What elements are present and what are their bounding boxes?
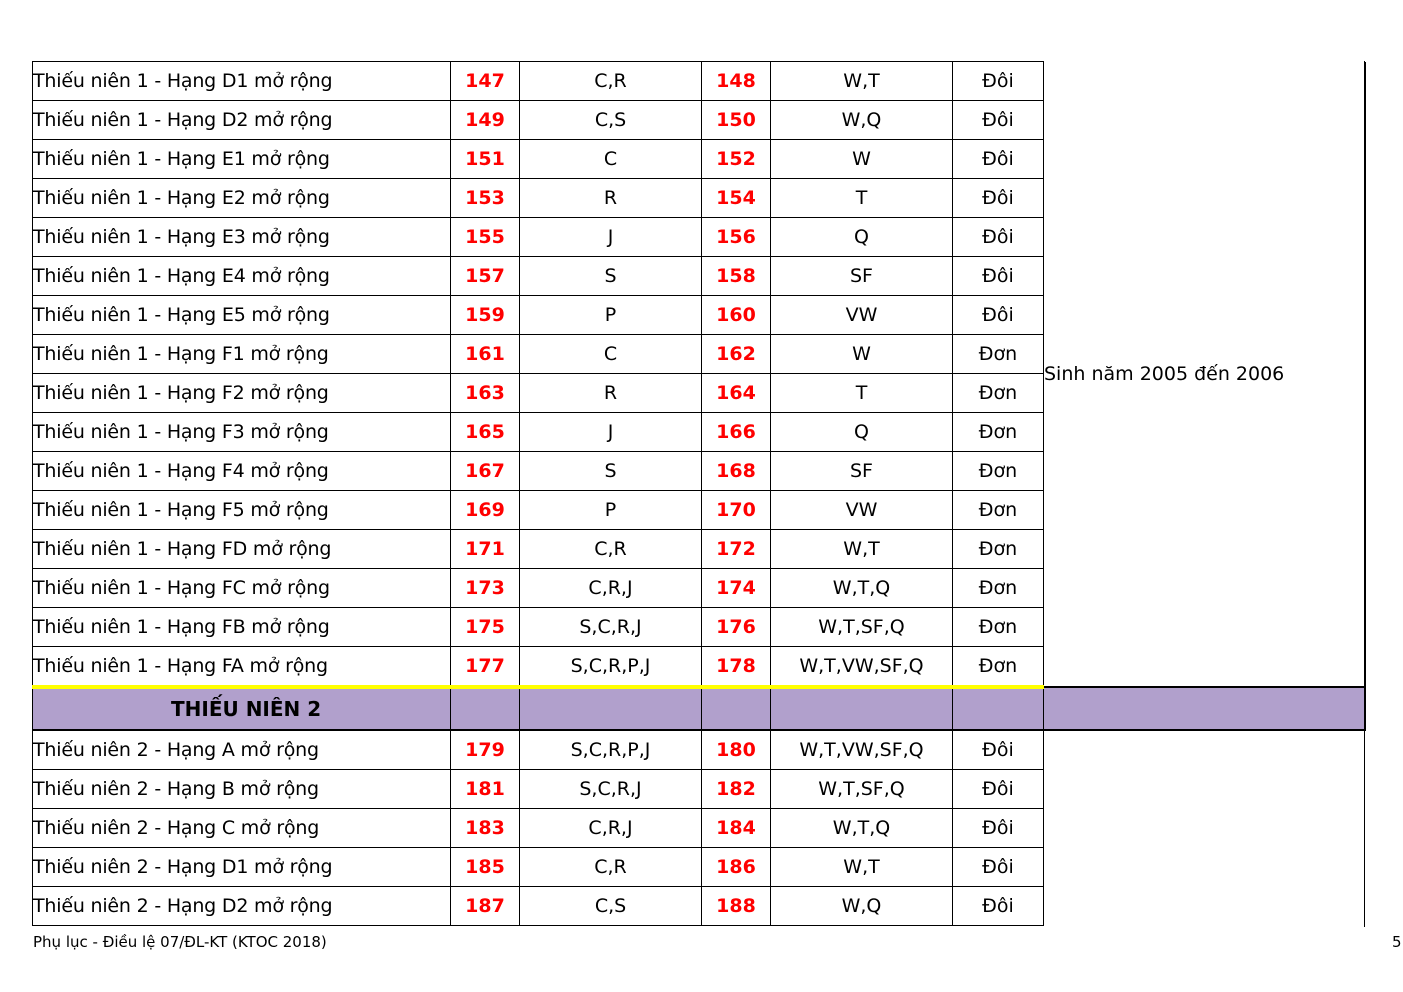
class-list-1: C: [520, 140, 702, 179]
class-list-2: W: [771, 335, 953, 374]
event-type: Đơn: [953, 452, 1044, 491]
category-name: Thiếu niên 1 - Hạng E5 mở rộng: [33, 296, 451, 335]
class-list-1: S,C,R,P,J: [520, 730, 702, 770]
footer-text: Phụ lục - Điều lệ 07/ĐL-KT (KTOC 2018): [33, 933, 327, 951]
category-name: Thiếu niên 1 - Hạng D1 mở rộng: [33, 62, 451, 101]
category-number-2: 148: [702, 62, 771, 101]
class-list-1: J: [520, 413, 702, 452]
category-name: Thiếu niên 1 - Hạng E1 mở rộng: [33, 140, 451, 179]
category-number-1: 147: [451, 62, 520, 101]
event-type: Đôi: [953, 62, 1044, 101]
class-list-1: S,C,R,J: [520, 608, 702, 647]
class-list-1: C,R,J: [520, 809, 702, 848]
event-type: Đôi: [953, 848, 1044, 887]
category-number-1: 161: [451, 335, 520, 374]
event-type: Đôi: [953, 257, 1044, 296]
class-list-2: VW: [771, 491, 953, 530]
category-name: Thiếu niên 1 - Hạng E3 mở rộng: [33, 218, 451, 257]
category-number-1: 157: [451, 257, 520, 296]
section-header-cell: [953, 687, 1044, 730]
category-name: Thiếu niên 1 - Hạng F1 mở rộng: [33, 335, 451, 374]
category-number-1: 163: [451, 374, 520, 413]
class-list-1: C,R,J: [520, 569, 702, 608]
event-type: Đôi: [953, 218, 1044, 257]
birth-year-note: Sinh năm 2005 đến 2006: [1044, 62, 1366, 688]
category-name: Thiếu niên 1 - Hạng FC mở rộng: [33, 569, 451, 608]
category-number-2: 184: [702, 809, 771, 848]
category-number-2: 162: [702, 335, 771, 374]
category-name: Thiếu niên 1 - Hạng E2 mở rộng: [33, 179, 451, 218]
class-list-1: J: [520, 218, 702, 257]
table-row: [33, 62, 1366, 101]
category-number-2: 152: [702, 140, 771, 179]
category-number-2: 188: [702, 887, 771, 926]
category-name: Thiếu niên 2 - Hạng A mở rộng: [33, 730, 451, 770]
category-name: Thiếu niên 1 - Hạng F5 mở rộng: [33, 491, 451, 530]
category-name: Thiếu niên 1 - Hạng F4 mở rộng: [33, 452, 451, 491]
category-number-2: 186: [702, 848, 771, 887]
class-list-1: C,R: [520, 530, 702, 569]
event-type: Đôi: [953, 101, 1044, 140]
category-number-1: 149: [451, 101, 520, 140]
event-type: Đơn: [953, 335, 1044, 374]
event-type: Đôi: [953, 887, 1044, 926]
category-number-2: 178: [702, 647, 771, 688]
category-number-2: 154: [702, 179, 771, 218]
class-list-1: C: [520, 335, 702, 374]
event-type: Đơn: [953, 647, 1044, 688]
class-list-2: W,Q: [771, 887, 953, 926]
category-number-1: 179: [451, 730, 520, 770]
class-list-2: W,T: [771, 62, 953, 101]
section-header-cell: [771, 687, 953, 730]
class-list-1: P: [520, 296, 702, 335]
class-list-2: SF: [771, 452, 953, 491]
class-list-1: C,S: [520, 101, 702, 140]
category-name: Thiếu niên 1 - Hạng FA mở rộng: [33, 647, 451, 688]
event-type: Đơn: [953, 413, 1044, 452]
category-number-1: 153: [451, 179, 520, 218]
category-number-2: 164: [702, 374, 771, 413]
event-type: Đơn: [953, 608, 1044, 647]
class-list-1: S: [520, 452, 702, 491]
category-number-2: 150: [702, 101, 771, 140]
event-type: Đơn: [953, 374, 1044, 413]
category-number-1: 171: [451, 530, 520, 569]
category-table: [32, 61, 1366, 926]
event-type: Đôi: [953, 296, 1044, 335]
class-list-1: S: [520, 257, 702, 296]
class-list-2: W,T,Q: [771, 569, 953, 608]
category-number-2: 160: [702, 296, 771, 335]
page-right-border: [1364, 61, 1365, 927]
category-number-2: 156: [702, 218, 771, 257]
event-type: Đơn: [953, 569, 1044, 608]
category-number-1: 169: [451, 491, 520, 530]
category-number-1: 181: [451, 770, 520, 809]
category-number-1: 159: [451, 296, 520, 335]
category-name: Thiếu niên 1 - Hạng D2 mở rộng: [33, 101, 451, 140]
event-type: Đôi: [953, 809, 1044, 848]
class-list-2: Q: [771, 218, 953, 257]
section-header-title: THIẾU NIÊN 2: [33, 687, 451, 730]
category-number-1: 185: [451, 848, 520, 887]
section-header-cell: [1044, 687, 1366, 730]
category-name: Thiếu niên 2 - Hạng B mở rộng: [33, 770, 451, 809]
class-list-2: T: [771, 179, 953, 218]
class-list-2: W,T,VW,SF,Q: [771, 647, 953, 688]
category-number-2: 170: [702, 491, 771, 530]
class-list-2: W,T,VW,SF,Q: [771, 730, 953, 770]
category-name: Thiếu niên 1 - Hạng F3 mở rộng: [33, 413, 451, 452]
class-list-2: W: [771, 140, 953, 179]
section-header-row: [33, 687, 1366, 730]
note-cell-empty: [1044, 730, 1366, 926]
class-list-2: T: [771, 374, 953, 413]
section-header-cell: [451, 687, 520, 730]
category-number-2: 176: [702, 608, 771, 647]
class-list-2: W,T,Q: [771, 809, 953, 848]
class-list-2: SF: [771, 257, 953, 296]
section-header-cell: [520, 687, 702, 730]
class-list-2: W,Q: [771, 101, 953, 140]
category-number-1: 175: [451, 608, 520, 647]
class-list-2: VW: [771, 296, 953, 335]
class-list-1: P: [520, 491, 702, 530]
category-number-2: 168: [702, 452, 771, 491]
category-name: Thiếu niên 2 - Hạng C mở rộng: [33, 809, 451, 848]
category-number-1: 173: [451, 569, 520, 608]
category-number-1: 187: [451, 887, 520, 926]
category-number-1: 177: [451, 647, 520, 688]
category-name: Thiếu niên 2 - Hạng D2 mở rộng: [33, 887, 451, 926]
category-number-1: 155: [451, 218, 520, 257]
category-number-2: 180: [702, 730, 771, 770]
category-name: Thiếu niên 1 - Hạng FB mở rộng: [33, 608, 451, 647]
category-number-2: 182: [702, 770, 771, 809]
category-number-2: 174: [702, 569, 771, 608]
class-list-2: Q: [771, 413, 953, 452]
event-type: Đơn: [953, 530, 1044, 569]
class-list-2: W,T,SF,Q: [771, 770, 953, 809]
section-header-cell: [702, 687, 771, 730]
category-number-2: 172: [702, 530, 771, 569]
event-type: Đôi: [953, 140, 1044, 179]
category-number-1: 167: [451, 452, 520, 491]
category-number-1: 151: [451, 140, 520, 179]
class-list-2: W,T: [771, 848, 953, 887]
category-number-1: 165: [451, 413, 520, 452]
class-list-1: R: [520, 374, 702, 413]
class-list-1: R: [520, 179, 702, 218]
class-list-1: C,S: [520, 887, 702, 926]
event-type: Đôi: [953, 770, 1044, 809]
class-list-1: S,C,R,J: [520, 770, 702, 809]
category-name: Thiếu niên 2 - Hạng D1 mở rộng: [33, 848, 451, 887]
category-number-2: 166: [702, 413, 771, 452]
category-number-2: 158: [702, 257, 771, 296]
class-list-2: W,T,SF,Q: [771, 608, 953, 647]
class-list-1: C,R: [520, 848, 702, 887]
page-number: 5: [1392, 933, 1402, 951]
event-type: Đơn: [953, 491, 1044, 530]
event-type: Đôi: [953, 730, 1044, 770]
category-name: Thiếu niên 1 - Hạng F2 mở rộng: [33, 374, 451, 413]
category-name: Thiếu niên 1 - Hạng E4 mở rộng: [33, 257, 451, 296]
category-name: Thiếu niên 1 - Hạng FD mở rộng: [33, 530, 451, 569]
table-row: [33, 730, 1366, 770]
class-list-2: W,T: [771, 530, 953, 569]
class-list-1: C,R: [520, 62, 702, 101]
event-type: Đôi: [953, 179, 1044, 218]
category-number-1: 183: [451, 809, 520, 848]
class-list-1: S,C,R,P,J: [520, 647, 702, 688]
